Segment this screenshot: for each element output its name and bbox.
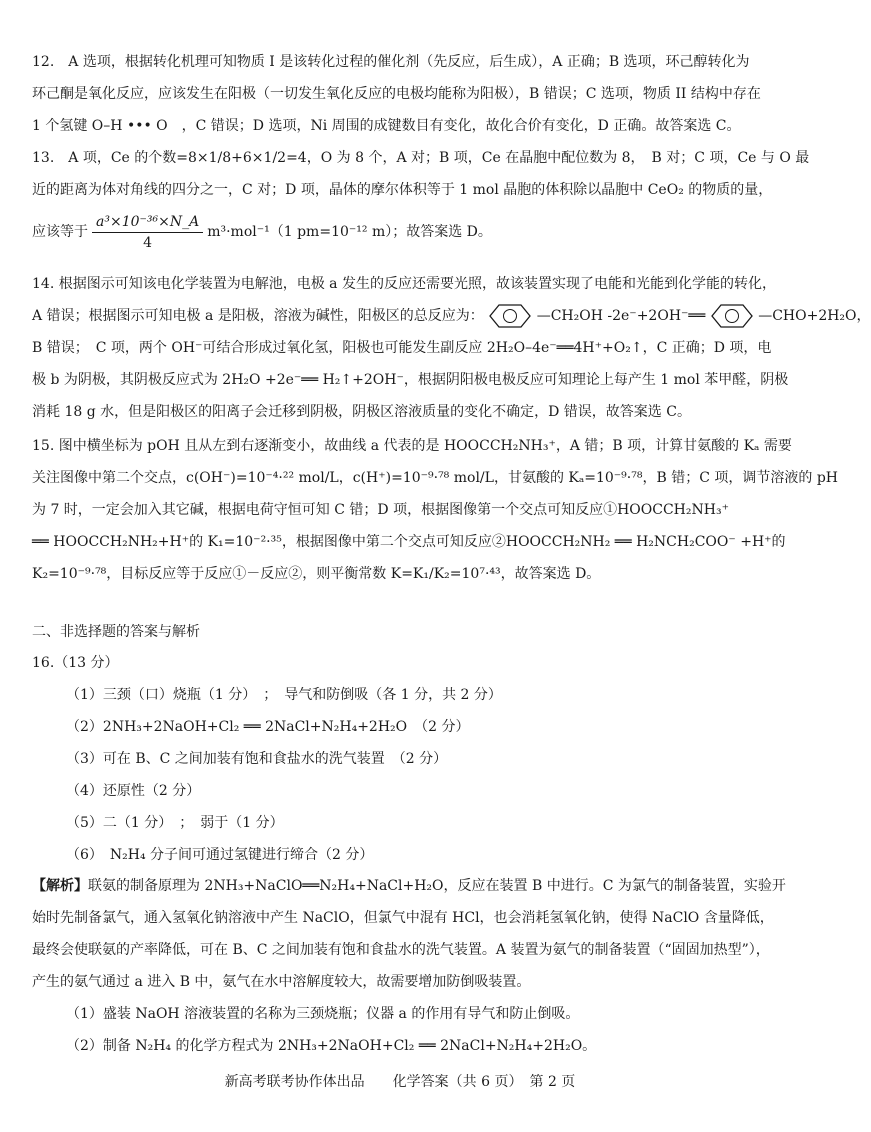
- q14-line-2-suffix: —CHO+2H₂O，: [758, 308, 871, 324]
- q16-answer-1: （1）三颈（口）烧瓶（1 分） ； 导气和防倒吸（各 1 分，共 2 分）: [66, 687, 502, 703]
- q16-answer-2: （2）2NH₃+2NaOH+Cl₂ ══ 2NaCl+N₂H₄+2H₂O （2 分）: [66, 719, 470, 735]
- q14-line-2: [32, 300, 871, 332]
- analysis-text-1: 联氨的制备原理为 2NH₃+NaClO══N₂H₄+NaCl+H₂O，反应在装置 B 中进行。C 为氯气的制备装置，实验开: [88, 878, 786, 894]
- fraction-denominator: 4: [143, 234, 153, 251]
- q14-line-2-prefix: A 错误；根据图示可知电极 a 是阳极，溶液为碱性，阳极区的总反应为：: [32, 308, 484, 324]
- fraction-numerator: a³×10⁻³⁶×N_A: [92, 212, 203, 233]
- q16-analysis: [32, 870, 786, 1062]
- q14-line-5: 消耗 18 g 水，但是阳极区的阳离子会迁移到阴极，阴极区溶液质量的变化不确定，D 错误，故答案选 C。: [32, 404, 691, 420]
- q14-line-4: 极 b 为阴极，其阴极反应式为 2H₂O +2e⁻══ H₂↑+2OH⁻，根据阴阳极电极反应可知理论上每产生 1 mol 苯甲醛，阴极: [32, 372, 789, 388]
- q14-line-1: 14. 根据图示可知该电化学装置为电解池，电极 a 发生的反应还需要光照，故该装置实现了电能和光能到化学能的转化，: [32, 276, 776, 292]
- q13-line-2: 近的距离为体对角线的四分之一，C 对；D 项，晶体的摩尔体积等于 1 mol 晶胞的体积除以晶胞中 CeO₂ 的物质的量，: [32, 182, 773, 198]
- q14-reaction-middle: —CH₂OH -2e⁻+2OH⁻══: [536, 308, 706, 324]
- molar-volume-fraction: [92, 212, 203, 253]
- analysis-line-5: （1）盛装 NaOH 溶液装置的名称为三颈烧瓶；仪器 a 的作用有导气和防止倒吸。: [66, 1006, 580, 1022]
- benzene-ring-icon: [710, 303, 754, 329]
- question-15-explanation: [32, 430, 838, 590]
- q13-line-1: 13. A 项，Ce 的个数=8×1/8+6×1/2=4，O 为 8 个，A 对；B 项，Ce 在晶胞中配位数为 8， B 对；C 项，Ce 与 O 最: [32, 150, 810, 166]
- q15-line-3: 为 7 时，一定会加入其它碱，根据电荷守恒可知 C 错；D 项，根据图像第一个交点可知反应①HOOCCH₂NH₃⁺: [32, 502, 729, 518]
- q16-answer-4: （4）还原性（2 分）: [66, 783, 201, 799]
- benzene-ring-icon: [488, 303, 532, 329]
- q12-line-3: 1 个氢键 O–H ••• O ，C 错误；D 选项，Ni 周围的成键数目有变化，故化合价有变化，D 正确。故答案选 C。: [32, 118, 741, 134]
- analysis-line-2: 始时先制备氯气，通入氢氧化钠溶液中产生 NaClO，但氯气中混有 HCl，也会消耗氢氧化钠，使得 NaClO 含量降低，: [32, 910, 774, 926]
- q13-line-3-prefix: 应该等于: [32, 224, 88, 240]
- q16-answer-6: （6） N₂H₄ 分子间可通过氢键进行缔合（2 分）: [66, 847, 374, 863]
- q16-answer-3: （3）可在 B、C 之间加装有饱和食盐水的洗气装置 （2 分）: [66, 751, 448, 767]
- page-footer: 新高考联考协作体出品 化学答案（共 6 页） 第 2 页: [224, 1074, 576, 1090]
- q13-line-3-suffix: m³·mol⁻¹（1 pm=10⁻¹² m）；故答案选 D。: [207, 224, 492, 240]
- q16-answer-5: （5）二（1 分） ； 弱于（1 分）: [66, 815, 284, 831]
- q15-line-2: 关注图像中第二个交点，c(OH⁻)=10⁻⁴·²² mol/L，c(H⁺)=10⁻⁹·⁷⁸ mol/L，甘氨酸的 Kₐ=10⁻⁹·⁷⁸，B 错；C 项，调节溶液的 pH: [32, 470, 838, 486]
- q15-line-4: ══ HOOCCH₂NH₂+H⁺的 K₁=10⁻²·³⁵，根据图像中第二个交点可知反应②HOOCCH₂NH₂ ══ H₂NCH₂COO⁻ +H⁺的: [32, 534, 786, 550]
- question-14-explanation: [32, 268, 871, 428]
- question-13-explanation: [32, 142, 810, 258]
- question-16-heading: 16.（13 分）: [32, 655, 119, 671]
- q13-formula-line: [32, 206, 772, 258]
- q15-line-1: 15. 图中横坐标为 pOH 且从左到右逐渐变小，故曲线 a 代表的是 HOOCCH₂NH₃⁺，A 错；B 项，计算甘氨酸的 Kₐ 需要: [32, 438, 792, 454]
- analysis-line-3: 最终会使联氨的产率降低，可在 B、C 之间加装有饱和食盐水的洗气装置。A 装置为氨气的制备装置（“固固加热型”），: [32, 942, 770, 958]
- q12-line-2: 环己酮是氧化反应，应该发生在阳极（一切发生氧化反应的电极均能称为阳极），B 错误；C 选项，物质 II 结构中存在: [32, 86, 761, 102]
- analysis-tag: 【解析】: [32, 878, 88, 894]
- q14-line-3: B 错误； C 项，两个 OH⁻可结合形成过氧化氢，阳极也可能发生副反应 2H₂O–4e⁻══4H⁺+O₂↑，C 正确；D 项，电: [32, 340, 772, 356]
- analysis-line-4: 产生的氨气通过 a 进入 B 中，氨气在水中溶解度较大，故需要增加防倒吸装置。: [32, 974, 531, 990]
- q12-line-1: 12. A 选项，根据转化机理可知物质 I 是该转化过程的催化剂（先反应，后生成），A 正确；B 选项，环己醇转化为: [32, 54, 750, 70]
- q15-line-5: K₂=10⁻⁹·⁷⁸，目标反应等于反应①－反应②，则平衡常数 K=K₁/K₂=10⁷·⁴³，故答案选 D。: [32, 566, 601, 582]
- question-12-explanation: [32, 46, 772, 142]
- analysis-line-1: [32, 870, 786, 902]
- section-heading: 二、非选择题的答案与解析: [32, 624, 200, 640]
- analysis-line-6: （2）制备 N₂H₄ 的化学方程式为 2NH₃+2NaOH+Cl₂ ══ 2NaCl+N₂H₄+2H₂O。: [66, 1038, 597, 1054]
